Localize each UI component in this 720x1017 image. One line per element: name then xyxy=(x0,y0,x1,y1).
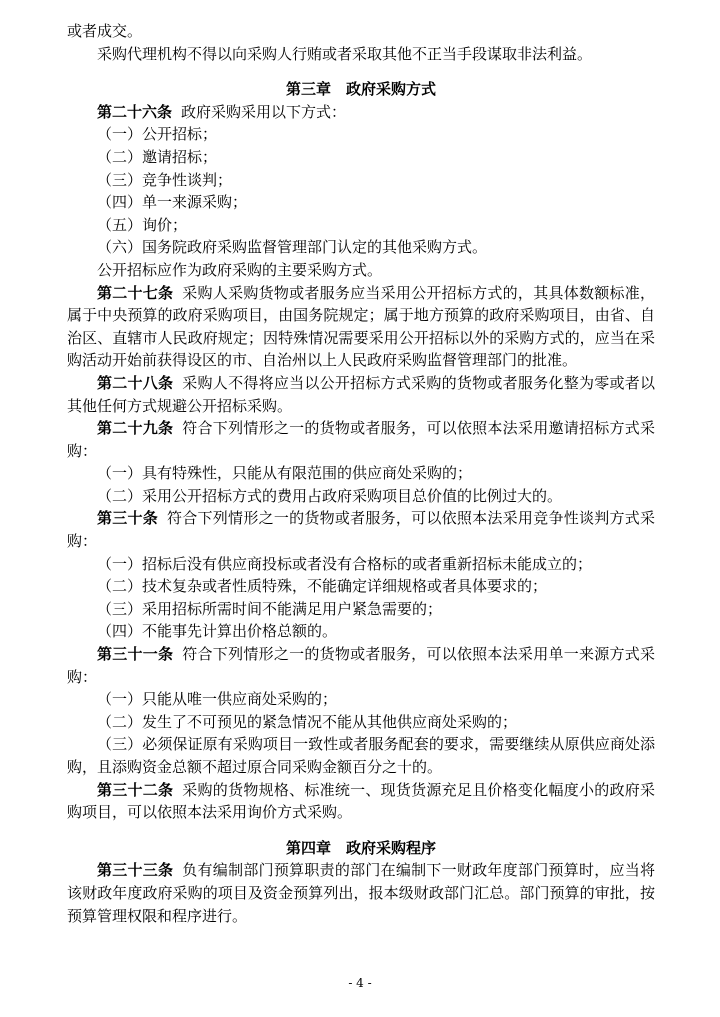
paragraph: 公开招标应作为政府采购的主要采购方式。 xyxy=(97,260,383,279)
list-item: （三）必须保证原有采购项目一致性或者服务配套的要求，需要继续从原供应商处添购，且添购资金总额不超过原合同采购金额百分之十的。 xyxy=(67,735,655,776)
article-label: 第三十一条 xyxy=(97,645,174,664)
article-32 xyxy=(67,779,655,824)
list-item: （二）采用公开招标方式的费用占政府采购项目总价值的比例过大的。 xyxy=(97,486,563,505)
list-item: （五）询价； xyxy=(97,215,188,234)
article-text: 负有编制部门预算职责的部门在编制下一财政年度部门预算时，应当将该财政年度政府采购的项目及资金预算列出，报本级财政部门汇总。部门预算的审批，按预算管理权限和程序进行。 xyxy=(67,861,655,925)
article-label: 第二十八条 xyxy=(97,373,174,392)
article-label: 第二十六条 xyxy=(97,102,173,121)
chapter-heading: 第三章 政府采购方式 xyxy=(285,80,436,99)
list-item: （一）公开招标； xyxy=(97,125,218,144)
list-item: （四）单一来源采购； xyxy=(97,193,248,212)
article-text: 政府采购采用以下方式： xyxy=(181,102,347,121)
article-label: 第三十二条 xyxy=(97,780,174,799)
list-item: （二）技术复杂或者性质特殊，不能确定详细规格或者具体要求的； xyxy=(97,577,548,596)
article-label: 第二十七条 xyxy=(97,283,174,302)
list-item: （三）竞争性谈判； xyxy=(97,170,233,189)
page-number: - 4 - xyxy=(348,976,372,990)
article-27 xyxy=(67,282,655,372)
article-label: 第二十九条 xyxy=(97,419,174,438)
article-label: 第三十条 xyxy=(97,509,159,528)
article-text: 符合下列情形之一的货物或者服务，可以依照本法采用单一来源方式采购： xyxy=(67,645,655,686)
list-item: （一）具有特殊性，只能从有限范围的供应商处采购的； xyxy=(97,464,473,483)
article-30 xyxy=(67,507,655,552)
article-text: 符合下列情形之一的货物或者服务，可以依照本法采用邀请招标方式采购： xyxy=(67,419,655,460)
chapter-heading: 第四章 政府采购程序 xyxy=(285,838,436,857)
article-26 xyxy=(67,101,655,124)
article-label: 第三十三条 xyxy=(97,861,174,880)
list-item: （三）采用招标所需时间不能满足用户紧急需要的； xyxy=(97,599,443,618)
document-body xyxy=(67,20,655,927)
paragraph: 采购代理机构不得以向采购人行贿或者采取其他不正当手段谋取非法利益。 xyxy=(97,44,593,63)
article-text: 采购人不得将应当以公开招标方式采购的货物或者服务化整为零或者以其他任何方式规避公开招标采购。 xyxy=(67,373,655,415)
list-item: （四）不能事先计算出价格总额的。 xyxy=(97,622,338,641)
paragraph: 或者成交。 xyxy=(67,22,143,40)
article-33 xyxy=(67,859,655,927)
list-item: （一）招标后没有供应商投标或者没有合格标的或者重新招标未能成立的； xyxy=(97,554,593,573)
article-text: 符合下列情形之一的货物或者服务，可以依照本法采用竞争性谈判方式采购： xyxy=(67,509,655,551)
list-item: （六）国务院政府采购监督管理部门认定的其他采购方式。 xyxy=(97,238,488,257)
article-29 xyxy=(67,417,655,462)
article-31 xyxy=(67,643,655,688)
list-item: （一）只能从唯一供应商处采购的； xyxy=(97,690,338,709)
article-text: 采购人采购货物或者服务应当采用公开招标方式的，其具体数额标准，属于中央预算的政府采购项目，由国务院规定；属于地方预算的政府采购项目，由省、自治区、直辖市人民政府规定；因特殊情况需要采用公开招标以外的采购方式的，应当在采购活动开始前获得设区的市、自治州以上人民政府采购监督管理部门的批准。 xyxy=(67,283,655,370)
list-item: （二）发生了不可预见的紧急情况不能从其他供应商处采购的； xyxy=(97,712,518,731)
article-28 xyxy=(67,372,655,417)
list-item: （二）邀请招标； xyxy=(97,147,218,166)
article-text: 采购的货物规格、标准统一、现货货源充足且价格变化幅度小的政府采购项目，可以依照本法采用询价方式采购。 xyxy=(67,780,655,822)
